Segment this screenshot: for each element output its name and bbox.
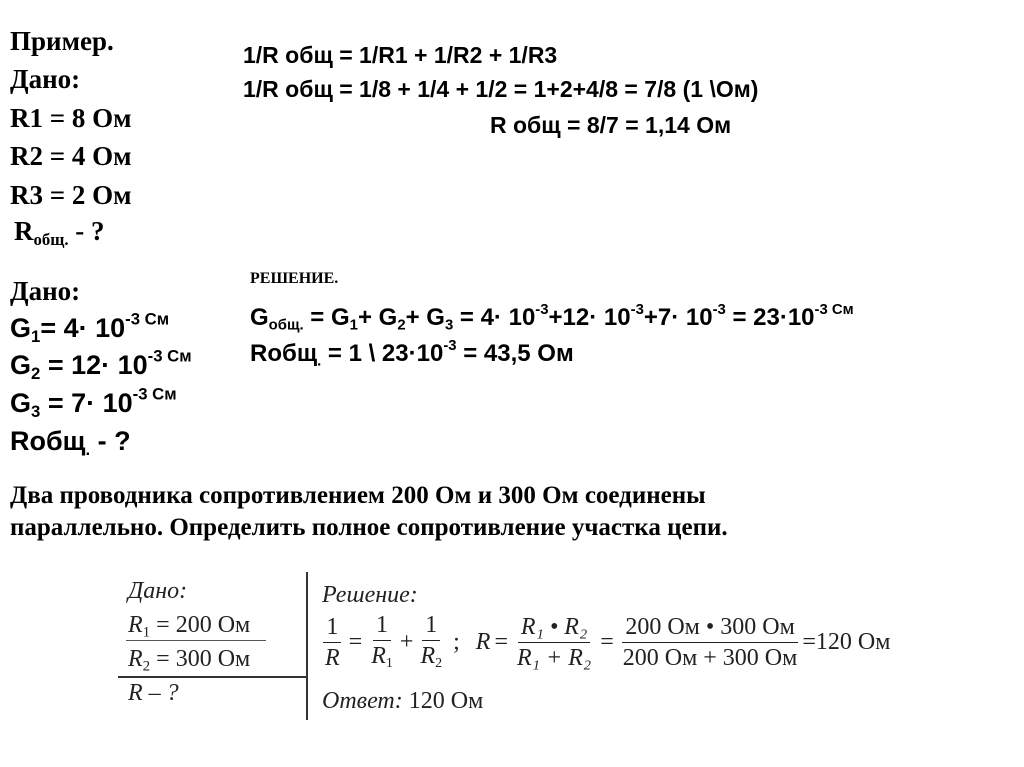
equals-sign: =	[348, 628, 363, 655]
sol1-part: = G	[303, 304, 350, 331]
g3-value: = 7· 10	[40, 388, 133, 418]
example1-r3: R3 = 2 Ом	[10, 180, 132, 210]
formula-result: =120 Ом	[802, 628, 891, 655]
sol2-sub: .	[317, 353, 322, 370]
sol2-part: = 1 \ 23·10	[321, 340, 444, 367]
sol1-part: = 4· 10	[453, 304, 536, 331]
sol1-sub2: 2	[397, 317, 406, 334]
example1-find	[14, 216, 105, 250]
sol2-result: = 43,5 Ом	[456, 340, 574, 367]
example1-heading: Пример.	[10, 26, 114, 56]
example2-solution-line-1	[250, 301, 854, 334]
g1-symbol: G	[10, 313, 32, 343]
frac-1-over-r1	[368, 612, 396, 672]
r2-sub: 2	[435, 656, 443, 672]
problem3-text-line-2: параллельно. Определить полное сопротивление участка цепи.	[10, 514, 728, 541]
r2-sub: 2	[142, 658, 151, 675]
sol1-part: = 23·10	[725, 304, 815, 331]
frac-den: 200 Ом + 300 Ом	[622, 644, 798, 671]
problem3-r1	[128, 612, 250, 639]
example2-solution-label: РЕШЕНИЕ.	[250, 270, 339, 287]
r1-symbol: R	[371, 643, 386, 669]
frac-product-over-sum	[514, 614, 594, 671]
frac-num: 1	[323, 614, 341, 643]
example1-equation-2: 1/R общ = 1/8 + 1/4 + 1/2 = 1+2+4/8 = 7/8 (1 \Ом)	[243, 76, 759, 102]
example1-r1: R1 = 8 Ом	[10, 103, 132, 133]
given-horizontal-divider	[118, 676, 308, 678]
problem3-find: R – ?	[128, 680, 179, 706]
problem3-text-line-1: Два проводника сопротивлением 200 Ом и 300 Ом соединены	[10, 482, 706, 509]
r1-sub: 1	[142, 624, 151, 641]
g-total-sub: общ.	[268, 317, 304, 334]
sol1-part: +12· 10	[548, 304, 631, 331]
equals-sign: =	[600, 628, 614, 655]
example2-find-tail: - ?	[90, 426, 131, 456]
example2-solution-line-2	[250, 337, 574, 370]
example1-given-label: Дано:	[10, 64, 81, 94]
sol1-part: + G	[405, 304, 445, 331]
r2-symbol: R	[420, 643, 436, 669]
r1-value: = 200 Ом	[150, 612, 251, 638]
frac-num: R₁ • R₂	[518, 614, 590, 643]
sol2-symbol: Rобщ	[250, 340, 318, 367]
formula-parallel-sum	[320, 612, 890, 672]
sol1-exp: -3	[535, 301, 549, 318]
sol1-part: +7· 10	[643, 304, 713, 331]
semicolon: ;	[453, 628, 460, 655]
frac-den	[368, 641, 396, 672]
example2-g3	[10, 384, 177, 422]
r2-symbol: R	[128, 646, 143, 672]
example1-find-tail: - ?	[68, 216, 105, 246]
g2-symbol: G	[10, 350, 32, 380]
equals-sign: =	[494, 628, 508, 655]
r1-symbol: R	[128, 612, 143, 638]
answer-value: 120 Ом	[402, 688, 484, 714]
example2-g2	[10, 346, 192, 384]
frac-num: 200 Ом • 300 Ом	[622, 614, 797, 643]
r2-value: = 300 Ом	[150, 646, 251, 672]
problem3-solution-panel	[118, 572, 918, 722]
g1-exp: -3 См	[125, 309, 170, 329]
g2-exp: -3 См	[147, 346, 192, 366]
frac-den: R₁ + R₂	[517, 644, 592, 671]
example2-find-symbol: Rобщ	[10, 426, 86, 456]
problem3-r2	[128, 646, 250, 673]
g3-exp: -3 См	[132, 384, 177, 404]
sol2-exp: -3	[443, 337, 457, 354]
frac-numeric	[620, 614, 801, 671]
frac-den: R	[325, 644, 340, 671]
sol1-sub3: 3	[444, 317, 454, 334]
problem3-answer	[322, 688, 483, 715]
g-total-symbol: G	[250, 304, 269, 331]
g2-sub: 2	[31, 364, 41, 384]
sol1-exp: -3	[630, 301, 644, 318]
g1-sub: 1	[31, 327, 41, 347]
problem3-solution-label: Решение:	[322, 582, 418, 608]
example1-find-sub: общ.	[33, 230, 69, 250]
frac-1-over-r	[322, 614, 343, 671]
g1-value: = 4· 10	[40, 313, 126, 343]
example2-find	[10, 426, 131, 460]
given-vertical-divider	[306, 572, 308, 720]
sol1-part: + G	[357, 304, 398, 331]
example1-find-base: R	[14, 216, 34, 246]
sol1-exp: -3	[712, 301, 726, 318]
frac-den	[417, 641, 445, 672]
example1-r2: R2 = 4 Ом	[10, 141, 132, 171]
frac-num: 1	[422, 612, 440, 641]
sol1-sub1: 1	[349, 317, 358, 334]
frac-1-over-r2	[417, 612, 445, 672]
sol1-exp: -3 См	[814, 301, 854, 318]
r1-sub: 1	[385, 656, 393, 672]
example1-equation-1: 1/R общ = 1/R1 + 1/R2 + 1/R3	[243, 42, 558, 68]
r-symbol: R	[475, 628, 491, 655]
example1-equation-3: R общ = 8/7 = 1,14 Ом	[490, 112, 732, 138]
g3-sub: 3	[31, 402, 41, 422]
example2-g1	[10, 309, 170, 347]
plus-sign: +	[399, 628, 414, 655]
answer-label: Ответ:	[322, 688, 403, 714]
g3-symbol: G	[10, 388, 32, 418]
problem3-given-label: Дано:	[128, 578, 188, 604]
g2-value: = 12· 10	[40, 350, 148, 380]
example2-find-sub: .	[85, 440, 91, 460]
example2-given-label: Дано:	[10, 276, 81, 306]
frac-num: 1	[373, 612, 391, 641]
